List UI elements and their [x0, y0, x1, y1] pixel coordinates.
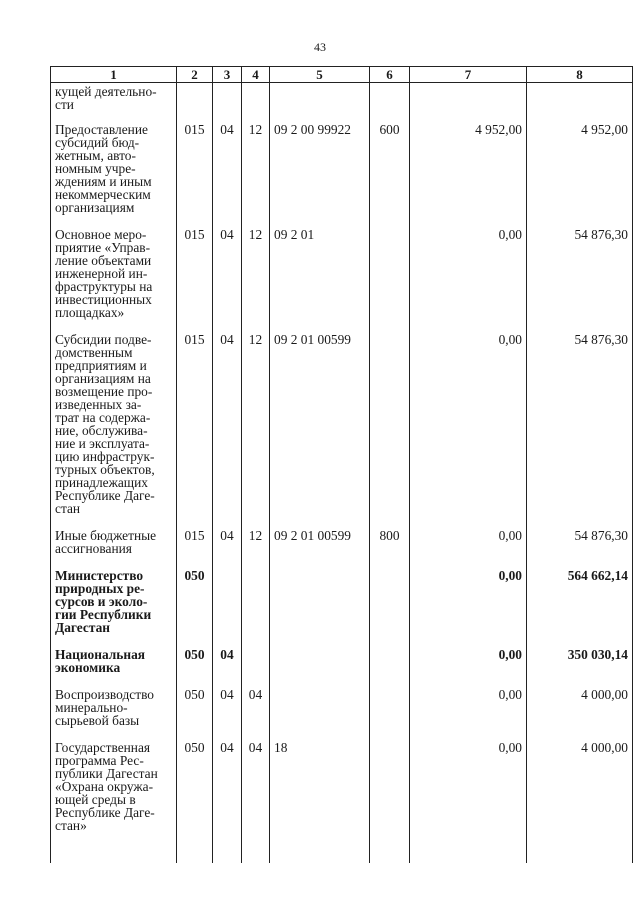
section-code-cell: 04	[213, 529, 242, 569]
item-name-cell	[51, 648, 177, 688]
item-name-cell	[51, 333, 177, 529]
item-name-cell	[51, 123, 177, 228]
amount-col7-cell: 0,00	[410, 228, 527, 333]
target-article-cell: 09 2 01 00599	[270, 333, 370, 529]
expense-type-cell	[370, 741, 410, 863]
item-name-line: Иные бюджетные	[55, 528, 157, 543]
item-name-line: Субсидии подве-	[55, 332, 152, 347]
table-row	[51, 333, 633, 529]
amount-col7-cell: 4 952,00	[410, 123, 527, 228]
amount-col8-cell: 4 952,00	[527, 123, 633, 228]
item-name-line: сурсов и эколо-	[55, 594, 148, 609]
item-name-line: Республике Даге-	[55, 488, 155, 503]
amount-col7-cell: 0,00	[410, 333, 527, 529]
item-name-line: сти	[55, 97, 74, 112]
item-name-line: Национальная	[55, 647, 146, 662]
amount-col8-cell: 54 876,30	[527, 228, 633, 333]
item-name-cell	[51, 741, 177, 863]
section-code-cell	[213, 83, 242, 124]
target-article-cell	[270, 648, 370, 688]
item-name-line: Дагестан	[55, 620, 111, 635]
item-name-line: фраструктуры на	[55, 279, 153, 294]
section-code-cell: 04	[213, 333, 242, 529]
table-body	[51, 83, 633, 864]
item-name-line: жетным, авто-	[55, 148, 136, 163]
ministry-code-cell: 015	[177, 228, 213, 333]
ministry-code-cell: 050	[177, 741, 213, 863]
target-article-cell: 18	[270, 741, 370, 863]
item-name-line: инвестиционных	[55, 292, 152, 307]
column-header: 4	[242, 67, 270, 83]
column-header: 7	[410, 67, 527, 83]
item-name-line: субсидий бюд-	[55, 135, 140, 150]
expense-type-cell	[370, 83, 410, 124]
item-name-line: Воспроизводство	[55, 687, 154, 702]
subsection-code-cell: 12	[242, 529, 270, 569]
amount-col8-cell: 4 000,00	[527, 741, 633, 863]
expense-type-cell	[370, 569, 410, 648]
item-name-line: ждениям и иным	[55, 174, 152, 189]
ministry-code-cell: 050	[177, 648, 213, 688]
item-name-line: турных объектов,	[55, 462, 155, 477]
item-name-line: ление объектами	[55, 253, 152, 268]
amount-col8-cell: 4 000,00	[527, 688, 633, 741]
amount-col7-cell: 0,00	[410, 529, 527, 569]
expense-type-cell: 600	[370, 123, 410, 228]
target-article-cell	[270, 688, 370, 741]
amount-col7-cell: 0,00	[410, 569, 527, 648]
amount-col7-cell: 0,00	[410, 741, 527, 863]
expense-type-cell: 800	[370, 529, 410, 569]
amount-col7-cell: 0,00	[410, 648, 527, 688]
section-code-cell: 04	[213, 228, 242, 333]
ministry-code-cell: 050	[177, 569, 213, 648]
amount-col8-cell: 564 662,14	[527, 569, 633, 648]
column-header: 6	[370, 67, 410, 83]
section-code-cell	[213, 569, 242, 648]
item-name-line: экономика	[55, 660, 121, 675]
item-name-line: предприятиям и	[55, 358, 147, 373]
item-name-line: некоммерческим	[55, 187, 151, 202]
item-name-line: принадлежащих	[55, 475, 148, 490]
subsection-code-cell: 04	[242, 688, 270, 741]
table-row	[51, 569, 633, 648]
table-row	[51, 741, 633, 863]
ministry-code-cell: 015	[177, 333, 213, 529]
item-name-line: номным учре-	[55, 161, 136, 176]
amount-col7-cell: 0,00	[410, 688, 527, 741]
target-article-cell	[270, 83, 370, 124]
item-name-line: минерально-	[55, 700, 128, 715]
column-header: 1	[51, 67, 177, 83]
column-header: 8	[527, 67, 633, 83]
item-name-line: трат на содержа-	[55, 410, 151, 425]
item-name-line: домственным	[55, 345, 133, 360]
section-code-cell: 04	[213, 741, 242, 863]
target-article-cell	[270, 569, 370, 648]
table-row	[51, 648, 633, 688]
item-name-line: стан	[55, 501, 81, 516]
expense-type-cell	[370, 688, 410, 741]
target-article-cell: 09 2 01	[270, 228, 370, 333]
item-name-line: программа Рес-	[55, 753, 144, 768]
item-name-line: площадках»	[55, 305, 125, 320]
item-name-line: кущей деятельно-	[55, 84, 157, 99]
expense-type-cell	[370, 228, 410, 333]
item-name-line: сырьевой базы	[55, 713, 140, 728]
amount-col8-cell: 54 876,30	[527, 529, 633, 569]
expense-type-cell	[370, 648, 410, 688]
item-name-line: ющей среды в	[55, 792, 136, 807]
item-name-line: Республике Даге-	[55, 805, 155, 820]
item-name-cell	[51, 569, 177, 648]
amount-col8-cell: 350 030,14	[527, 648, 633, 688]
item-name-line: приятие «Управ-	[55, 240, 151, 255]
amount-col7-cell	[410, 83, 527, 124]
table-row	[51, 529, 633, 569]
amount-col8-cell	[527, 83, 633, 124]
target-article-cell: 09 2 01 00599	[270, 529, 370, 569]
table-row	[51, 83, 633, 124]
subsection-code-cell	[242, 569, 270, 648]
item-name-line: инженерной ин-	[55, 266, 148, 281]
item-name-cell	[51, 228, 177, 333]
budget-table	[50, 66, 633, 863]
item-name-line: стан»	[55, 818, 87, 833]
item-name-line: Министерство	[55, 568, 144, 583]
table-row	[51, 688, 633, 741]
item-name-line: цию инфраструк-	[55, 449, 155, 464]
item-name-line: изведенных за-	[55, 397, 142, 412]
target-article-cell: 09 2 00 99922	[270, 123, 370, 228]
ministry-code-cell: 015	[177, 123, 213, 228]
table-row	[51, 228, 633, 333]
subsection-code-cell	[242, 83, 270, 124]
subsection-code-cell: 04	[242, 741, 270, 863]
item-name-cell	[51, 83, 177, 124]
item-name-cell	[51, 529, 177, 569]
item-name-line: возмещение про-	[55, 384, 153, 399]
item-name-line: публики Дагестан	[55, 766, 158, 781]
item-name-line: организациям	[55, 200, 135, 215]
item-name-line: гии Республики	[55, 607, 152, 622]
item-name-cell	[51, 688, 177, 741]
header-row	[51, 67, 633, 83]
item-name-line: ние, обслужива-	[55, 423, 148, 438]
section-code-cell: 04	[213, 688, 242, 741]
ministry-code-cell: 050	[177, 688, 213, 741]
column-header: 2	[177, 67, 213, 83]
item-name-line: «Охрана окружа-	[55, 779, 154, 794]
subsection-code-cell: 12	[242, 228, 270, 333]
item-name-line: ние и эксплуата-	[55, 436, 150, 451]
item-name-line: природных ре-	[55, 581, 145, 596]
item-name-line: организациям на	[55, 371, 151, 386]
expense-type-cell	[370, 333, 410, 529]
page-number: 43	[314, 40, 326, 54]
column-header: 3	[213, 67, 242, 83]
subsection-code-cell: 12	[242, 123, 270, 228]
column-header: 5	[270, 67, 370, 83]
table-row	[51, 123, 633, 228]
section-code-cell: 04	[213, 123, 242, 228]
item-name-line: Предоставление	[55, 122, 148, 137]
item-name-line: Государственная	[55, 740, 151, 755]
subsection-code-cell: 12	[242, 333, 270, 529]
section-code-cell: 04	[213, 648, 242, 688]
item-name-line: Основное меро-	[55, 227, 147, 242]
amount-col8-cell: 54 876,30	[527, 333, 633, 529]
ministry-code-cell	[177, 83, 213, 124]
item-name-line: ассигнования	[55, 541, 132, 556]
subsection-code-cell	[242, 648, 270, 688]
ministry-code-cell: 015	[177, 529, 213, 569]
